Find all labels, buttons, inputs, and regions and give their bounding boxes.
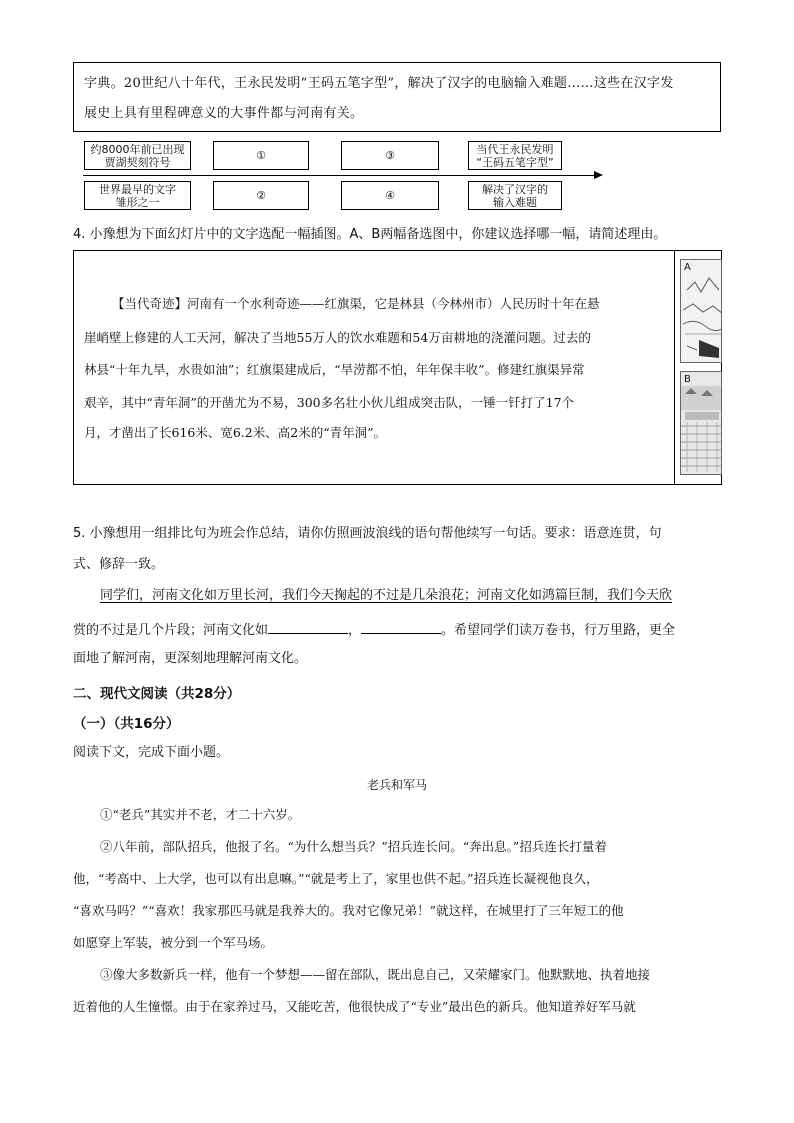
image-a-label: A (684, 262, 691, 273)
intro-line-1: 字典。20世纪八十年代，王永民发明“王码五笔字型”，解决了汉字的电脑输入难题……这些在汉字发 (84, 76, 674, 91)
fill-text-start: 赏的不过是几个片段；河南文化如 (73, 623, 269, 638)
slide-line-1: 【当代奇迹】河南有一个水利奇迹——红旗渠，它是林县（今林州市）人民历时十年在悬 (112, 296, 600, 311)
timeline-top-4: 当代王永民发明 “王码五笔字型” (468, 141, 562, 170)
timeline-top-1: 约8000年前已出现 贾湖契刻符号 (84, 141, 191, 170)
timeline-bottom-2: ② (213, 181, 309, 210)
wavy-underlined-sentence: 同学们，河南文化如万里长河，我们今天掬起的不过是几朵浪花；河南文化如鸿篇巨制，我们今天欣 (100, 588, 673, 603)
question-5-line-2: 式、修辞一致。 (73, 557, 165, 572)
question-5-line-1: 5. 小豫想用一组排比句为班会作总结，请你仿照画波浪线的语句帮他续写一句话。要求：语意连贯，句 (73, 526, 662, 541)
intro-box (73, 62, 721, 132)
slide-line-2: 崖峭壁上修建的人工天河，解决了当地55万人的饮水难题和54万亩耕地的浇灌问题。过去的 (84, 330, 591, 345)
article-title: 老兵和军马 (366, 778, 427, 792)
fill-text-end: 。希望同学们读万卷书，行万里路，更全 (441, 623, 676, 638)
article-paragraph-3-line-1: ③像大多数新兵一样，他有一个梦想——留在部队，既出息自己，又荣耀家门。他默默地、执着地接 (100, 967, 651, 982)
mountain-canal-sketch-icon (681, 260, 722, 363)
timeline-bottom-3: ④ (341, 181, 439, 210)
timeline-top-2: ① (213, 141, 309, 170)
question-5-fill-line (73, 619, 675, 640)
timeline-arrow (83, 175, 595, 176)
answer-blank-2[interactable] (361, 619, 441, 634)
slide-line-5: 月，才凿出了长616米、宽6.2米、高2米的“青年洞”。 (84, 425, 386, 440)
article-paragraph-2-line-1: ②八年前，部队招兵，他报了名。“为什么想当兵？”招兵连长问。“奔出息。”招兵连长打量着 (100, 839, 607, 854)
arrow-head-icon (594, 171, 603, 179)
image-b[interactable] (680, 371, 722, 475)
article-paragraph-1: ①“老兵”其实并不老，才二十六岁。 (100, 807, 301, 822)
slide-line-3: 林县“十年九旱，水贵如油”；红旗渠建成后，“旱涝都不怕，年年保丰收”。修建红旗渠异常 (84, 362, 585, 377)
image-a[interactable] (680, 259, 722, 363)
question-4: 4. 小豫想为下面幻灯片中的文字选配一幅插图。A、B两幅备选图中，你建议选择哪一幅，请简述理由。 (73, 227, 667, 242)
slide-line-4: 艰辛，其中“青年洞”的开凿尤为不易，300多名壮小伙儿组成突击队，一锤一钎打了17个 (84, 395, 575, 410)
fill-text-comma: ， (348, 623, 362, 638)
article-paragraph-2-line-3: “喜欢马吗？”“喜欢！我家那匹马就是我养大的。我对它像兄弟！”就这样，在城里打了三年短工的他 (73, 903, 624, 918)
article-paragraph-2-line-4: 如愿穿上军装，被分到一个军马场。 (73, 935, 274, 950)
intro-line-2: 展史上具有里程碑意义的大事件都与河南有关。 (84, 106, 364, 121)
answer-blank-1[interactable] (268, 619, 348, 634)
article-paragraph-2-line-2: 他，“考高中、上大学，也可以有出息嘛。”“就是考上了，家里也供不起。”招兵连长凝视他良久， (73, 871, 599, 886)
article-paragraph-3-line-2: 近着他的人生憧憬。由于在家养过马，又能吃苦，他很快成了“专业”最出色的新兵。他知道养好军马就 (73, 999, 636, 1014)
reading-instruction: 阅读下文，完成下面小题。 (73, 745, 230, 760)
subsection-heading: （一）（共16分） (73, 716, 180, 732)
image-b-label: B (684, 374, 691, 385)
timeline-top-3: ③ (341, 141, 439, 170)
slide-divider (674, 251, 675, 484)
section-heading: 二、现代文阅读（共28分） (73, 686, 241, 702)
question-5-line-4: 面地了解河南，更深刻地理解河南文化。 (73, 651, 308, 666)
timeline-bottom-4: 解决了汉字的 输入难题 (468, 181, 562, 210)
village-fields-sketch-icon (681, 372, 722, 475)
slide-box (73, 250, 722, 485)
timeline-bottom-1: 世界最早的文字 雏形之一 (84, 181, 191, 210)
